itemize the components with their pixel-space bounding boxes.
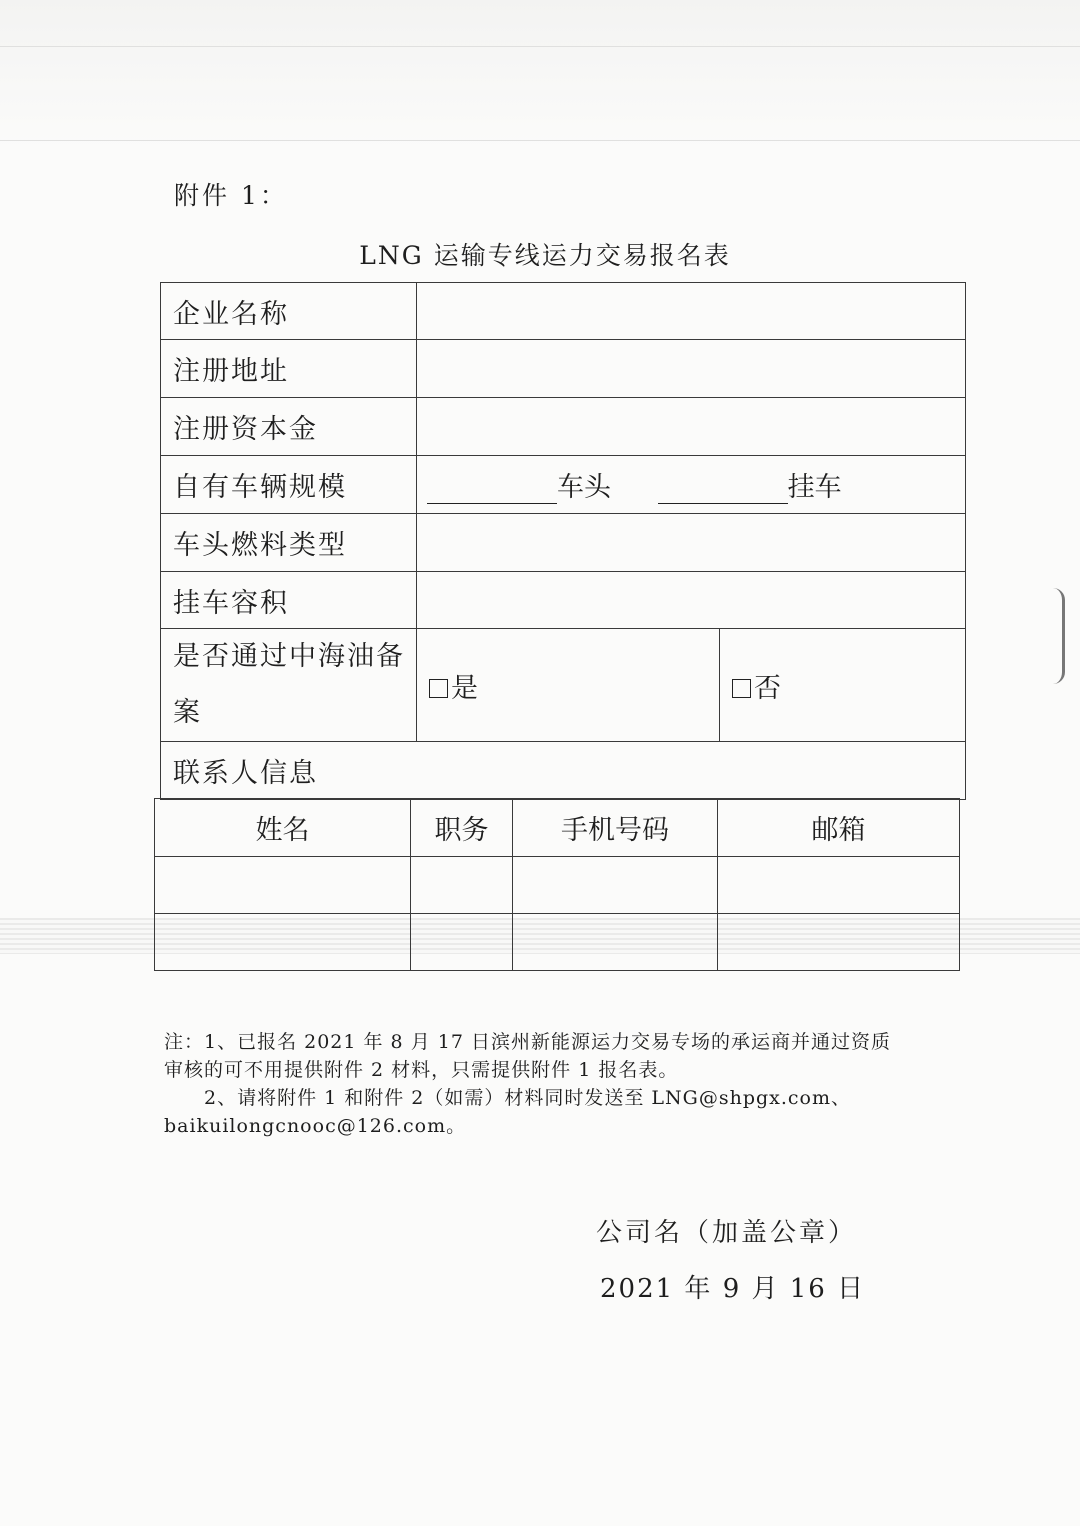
contact-position-field[interactable] — [411, 857, 513, 914]
row-company-name — [161, 283, 966, 340]
note-line-2: 审核的可不用提供附件 2 材料，只需提供附件 1 报名表。 — [164, 1059, 679, 1081]
no-label: 否 — [754, 672, 781, 704]
cnooc-filing-label-line2: 案 — [173, 697, 202, 728]
tractor-fuel-label: 车头燃料类型 — [161, 514, 417, 572]
registered-address-label: 注册地址 — [161, 340, 417, 398]
company-signature: 公司名（加盖公章） — [596, 1218, 858, 1248]
note-line-4: baikuilongcnooc@126.com。 — [164, 1115, 467, 1137]
cnooc-filing-label — [161, 629, 417, 742]
contact-phone-field[interactable] — [513, 914, 718, 971]
row-registered-address — [161, 340, 966, 398]
form-title: LNG 运输专线运力交易报名表 — [359, 241, 731, 270]
yes-checkbox[interactable] — [429, 679, 448, 698]
contact-name-field[interactable] — [155, 914, 411, 971]
contact-header-row — [155, 799, 960, 857]
header-phone: 手机号码 — [513, 799, 718, 857]
no-checkbox[interactable] — [732, 679, 751, 698]
company-name-label: 企业名称 — [161, 283, 417, 340]
scan-artifact — [0, 140, 1080, 141]
binder-clip-mark — [1052, 588, 1065, 684]
contact-email-field[interactable] — [718, 857, 960, 914]
trailer-volume-label: 挂车容积 — [161, 572, 417, 629]
trailer-volume-field[interactable] — [417, 572, 966, 629]
contact-row — [155, 914, 960, 971]
option-no-cell — [720, 629, 966, 742]
row-trailer-volume — [161, 572, 966, 629]
contact-email-field[interactable] — [718, 914, 960, 971]
contact-name-field[interactable] — [155, 857, 411, 914]
registration-form-table — [160, 282, 966, 800]
tractor-unit-label: 车头 — [557, 472, 611, 503]
yes-label: 是 — [451, 672, 478, 704]
scan-artifact — [0, 46, 1080, 47]
tractor-count-blank[interactable] — [427, 475, 557, 504]
notes — [164, 1028, 924, 1140]
row-cnooc-filing — [161, 629, 966, 742]
attachment-label: 附件 1： — [174, 181, 288, 210]
signature-date: 2021 年 9 月 16 日 — [600, 1274, 866, 1304]
option-yes-cell — [417, 629, 720, 742]
trailer-count-blank[interactable] — [658, 475, 788, 504]
row-tractor-fuel — [161, 514, 966, 572]
note-line-3: 2、请将附件 1 和附件 2（如需）材料同时发送至 LNG@shpgx.com、 — [204, 1087, 852, 1109]
fleet-size-field — [417, 456, 966, 514]
contact-table — [154, 798, 960, 971]
registered-address-field[interactable] — [417, 340, 966, 398]
header-name: 姓名 — [155, 799, 411, 857]
registered-capital-label: 注册资本金 — [161, 398, 417, 456]
contact-position-field[interactable] — [411, 914, 513, 971]
trailer-unit-label: 挂车 — [787, 472, 842, 503]
contact-phone-field[interactable] — [513, 857, 718, 914]
row-contact-info — [161, 742, 966, 800]
contact-row — [155, 857, 960, 914]
header-email: 邮箱 — [718, 799, 960, 857]
tractor-fuel-field[interactable] — [417, 514, 966, 572]
contact-info-label: 联系人信息 — [161, 742, 966, 800]
registered-capital-field[interactable] — [417, 398, 966, 456]
row-fleet-size — [161, 456, 966, 514]
company-name-field[interactable] — [417, 283, 966, 340]
note-line-1: 注：1、已报名 2021 年 8 月 17 日滨州新能源运力交易专场的承运商并通过资质 — [164, 1031, 891, 1053]
scan-shading — [0, 0, 1080, 150]
row-registered-capital — [161, 398, 966, 456]
cnooc-filing-label-line1: 是否通过中海油备 — [173, 641, 405, 672]
header-position: 职务 — [411, 799, 513, 857]
fleet-size-label: 自有车辆规模 — [161, 456, 417, 514]
